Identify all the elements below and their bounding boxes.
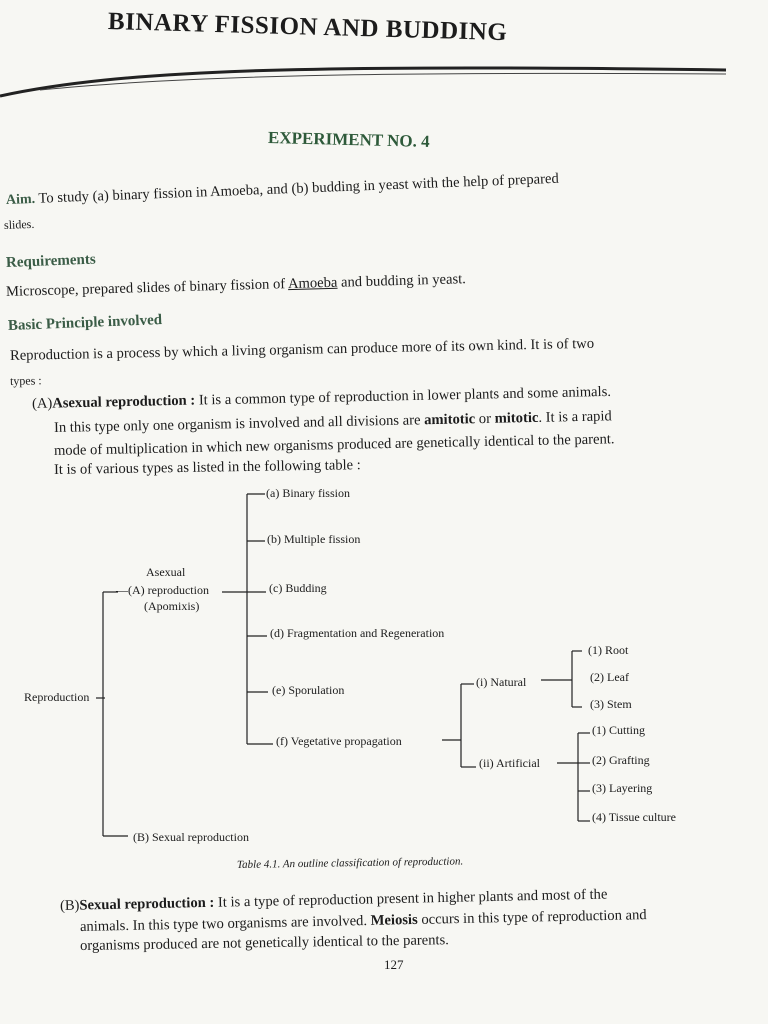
tree-type-d: (d) Fragmentation and Regeneration [270, 626, 445, 640]
table-caption: Table 4.1. An outline classification of reproduction. [236, 855, 464, 871]
asexual-line-1-rest: It is a common type of reproduction in lower plants and some animals. [195, 383, 612, 409]
tree-asexual-label-2: —(A) reproduction [116, 583, 209, 597]
tree-type-e: (e) Sporulation [272, 683, 345, 697]
tree-asexual-label-3: (Apomixis) [144, 599, 200, 613]
chapter-title: BINARY FISSION AND BUDDING [107, 8, 508, 47]
tree-artificial: (ii) Artificial [479, 756, 540, 770]
tree-artificial-layering: (3) Layering [592, 781, 653, 795]
asexual-line-2-a: In this type only one organism is involved and all divisions are [53, 412, 425, 436]
asexual-line-3: mode of multiplication in which new organisms produced are genetically identical to the parent. [53, 431, 615, 459]
tree-natural-root: (1) Root [588, 643, 629, 657]
requirements-amoeba: Amoeba [287, 274, 338, 293]
sexual-line-1-rest: It is a type of reproduction present in higher plants and most of the [214, 886, 608, 911]
sexual-title: Sexual reproduction : [79, 894, 215, 914]
requirements-text-b: and budding in yeast. [337, 271, 467, 291]
sexual-line-2-b: occurs in this type of reproduction and [417, 907, 647, 928]
page-number: 127 [384, 957, 404, 972]
asexual-mitotic: mitotic [494, 409, 539, 427]
aim-text: To study (a) binary fission in Amoeba, and (b) budding in yeast with the help of prepared [38, 170, 560, 207]
tree-artificial-grafting: (2) Grafting [592, 753, 650, 767]
tree-artificial-cutting: (1) Cutting [592, 723, 645, 737]
tree-root-reproduction: Reproduction [24, 690, 90, 704]
tree-artificial-tissue-culture: (4) Tissue culture [592, 810, 676, 824]
sexual-line-3: organisms produced are not genetically identical to the parents. [79, 932, 450, 954]
sexual-line-2-a: animals. In this type two organisms are involved. [79, 912, 371, 935]
asexual-amitotic: amitotic [423, 411, 476, 429]
aim-label: Aim. [5, 191, 36, 208]
requirements-heading: Requirements [5, 251, 96, 271]
tree-natural: (i) Natural [476, 675, 527, 689]
tree-natural-leaf: (2) Leaf [590, 670, 629, 684]
tree-sexual: (B) Sexual reproduction [133, 830, 249, 844]
asexual-line-2-b: . It is a rapid [538, 408, 612, 426]
asexual-or: or [475, 410, 495, 428]
tree-asexual-label-1: Asexual [146, 565, 186, 579]
sexual-marker: (B) [59, 897, 80, 914]
tree-natural-stem: (3) Stem [590, 697, 632, 711]
asexual-marker: (A) [31, 395, 53, 412]
principle-line-2: types : [9, 373, 42, 388]
principle-line-1: Reproduction is a process by which a living organism can produce more of its own kind. It is of two [9, 335, 595, 364]
asexual-title: Asexual reproduction : [52, 392, 196, 412]
principle-heading: Basic Principle involved [7, 312, 163, 334]
aim-line-2: slides. [3, 216, 35, 232]
requirements-text-a: Microscope, prepared slides of binary fission of [5, 276, 289, 300]
tree-type-f: (f) Vegetative propagation [276, 734, 402, 748]
tree-type-a: (a) Binary fission [266, 486, 350, 500]
experiment-title: EXPERIMENT NO. 4 [267, 128, 430, 151]
tree-type-b: (b) Multiple fission [267, 532, 361, 546]
asexual-line-4: It is of various types as listed in the following table : [53, 457, 361, 478]
tree-type-c: (c) Budding [269, 581, 327, 595]
sexual-meiosis: Meiosis [370, 911, 418, 929]
